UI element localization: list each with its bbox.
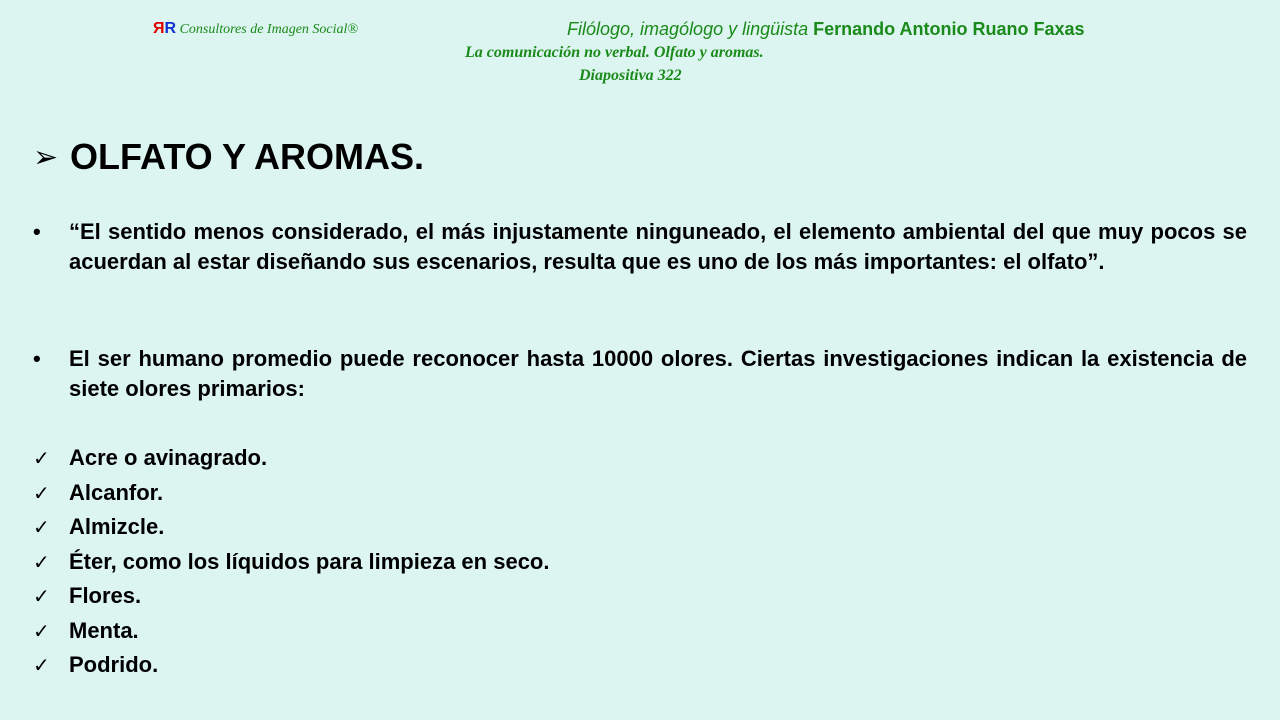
list-item-text: Menta.: [69, 617, 139, 643]
list-item-text: Almizcle.: [69, 514, 165, 540]
checkmark-icon: ✓: [33, 549, 50, 574]
slide-number: Diapositiva 322: [579, 67, 682, 84]
author-role: Filólogo, imagólogo y lingüista: [567, 19, 809, 39]
bullet-icon: •: [33, 219, 41, 244]
paragraph-text: “El sentido menos considerado, el más injustamente ninguneado, el elemento ambiental del que muy pocos se acuerdan al estar diseñando sus escenarios, resulta que es uno de los más importantes: el olfato”.: [69, 219, 1247, 274]
info-paragraph: [33, 344, 1247, 404]
quote-paragraph: [33, 217, 1247, 277]
logo-text: Consultores de Imagen Social®: [179, 22, 359, 37]
logo-letter-r-mirrored: Я: [153, 20, 165, 37]
list-item: [33, 614, 549, 649]
list-item-text: Éter, como los líquidos para limpieza en seco.: [69, 548, 550, 574]
checkmark-icon: ✓: [33, 653, 50, 678]
presentation-subtitle: La comunicación no verbal. Olfato y aromas.: [465, 44, 764, 61]
list-item: [33, 476, 549, 511]
checkmark-icon: ✓: [33, 446, 50, 471]
list-item-text: Acre o avinagrado.: [69, 445, 268, 471]
list-item-text: Alcanfor.: [69, 479, 164, 505]
list-item: [33, 441, 549, 476]
paragraph-text: El ser humano promedio puede reconocer hasta 10000 olores. Ciertas investigaciones indican la existencia de siete olores primarios:: [69, 346, 1247, 401]
list-item-text: Flores.: [69, 583, 142, 609]
list-item: [33, 648, 549, 683]
author-line: [567, 19, 1085, 40]
arrow-bullet-icon: ➢: [33, 139, 59, 175]
slide-title-row: [33, 136, 424, 178]
odor-list: [33, 441, 549, 683]
list-item: [33, 579, 549, 614]
logo-letter-r: R: [164, 20, 177, 37]
list-item-text: Podrido.: [69, 652, 159, 678]
list-item: [33, 545, 549, 580]
bullet-icon: •: [33, 346, 41, 371]
author-name: Fernando Antonio Ruano Faxas: [813, 19, 1085, 39]
checkmark-icon: ✓: [33, 480, 50, 505]
brand-logo: [153, 20, 358, 38]
list-item: [33, 510, 549, 545]
checkmark-icon: ✓: [33, 584, 50, 609]
slide-title: OLFATO Y AROMAS.: [70, 136, 425, 177]
checkmark-icon: ✓: [33, 515, 50, 540]
checkmark-icon: ✓: [33, 618, 50, 643]
